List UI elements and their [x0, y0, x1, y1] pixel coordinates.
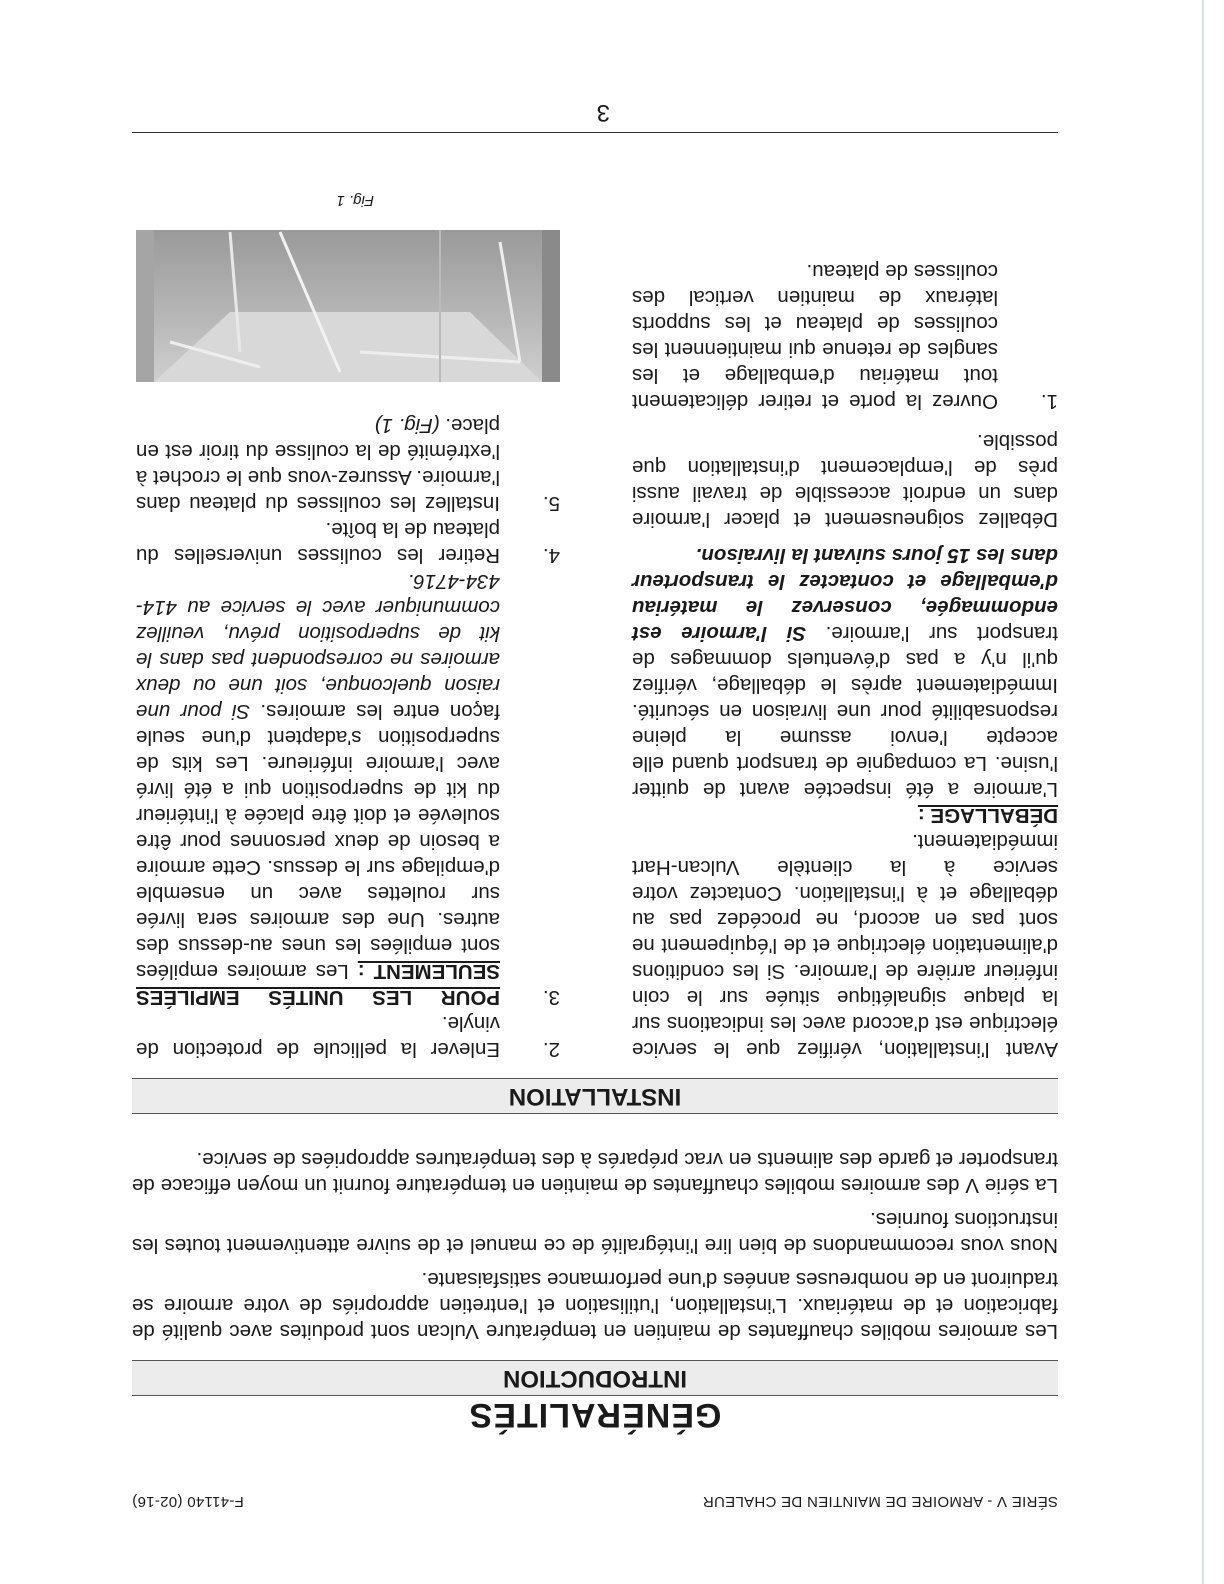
step-number: 1. — [1040, 390, 1058, 413]
figure-reference: (Fig. 1) — [374, 414, 440, 437]
step-body: Les armoires empilées sont empilées les unes au-dessus des autres. Une des armoires sera livrée sur roulettes avec un ensemble d'empilage sur le dessus. Cette armoire a besoin de deux personnes pour être soulevée et doit être placée à l'intérieur du kit de superposition qui a été livré avec l'armoire inférieure. Les kits de superposition s'adaptent d'une seule façon entre les armoires. — [136, 700, 500, 983]
section-heading-installation: INSTALLATION — [132, 1078, 1058, 1114]
damage-warning: Si l'armoire est endommagée, conservez le matériau d'emballage et contactez le transporteur dans les 15 jours suivant la livraison. — [632, 544, 1058, 645]
step-number: 2. — [542, 1038, 560, 1061]
stacked-units-heading: POUR LES UNITÉS EMPILÉES SEULEMENT : — [136, 960, 500, 1009]
tray-slide-photo — [136, 230, 560, 382]
step-text — [136, 412, 500, 516]
install-paragraph-1: Avant l'installation, vérifiez que le service électrique est d'accord avec les indications sur la plaque signalétique située sur le coin inférieur arrière de l'armoire. Si les conditions d'alimentation électrique et de l'équipement ne sont pas en accord, ne procédez pas au déballage et à l'installation. Contactez votre service à la clientèle Vulcan-Hart immédiatement. — [632, 830, 1058, 1061]
right-column — [136, 412, 560, 1062]
step-item — [632, 258, 1058, 414]
step-text — [136, 568, 500, 1010]
step-note: Si pour une raison quelconque, soit une ou deux armoires ne correspondent pas dans le kit de superposition prévu, veuillez communiquer avec le service au 414-434-4716. — [136, 570, 500, 723]
left-column — [632, 258, 1058, 1062]
step-item — [136, 516, 560, 568]
intro-paragraph-2: Nous vous recommandons de bien lire l'intégralité de ce manuel et de suivre attentivement toutes les instructions fournies. — [132, 1208, 1058, 1257]
section-heading-introduction: INTRODUCTION — [132, 1360, 1058, 1396]
step-body: Installez les coulisses du plateau dans l'armoire. Assurez-vous que le crochet à l'extrémité de la coulisse du tiroir est en place. — [136, 414, 500, 515]
step-number: 5. — [542, 492, 560, 515]
page-number: 3 — [596, 99, 610, 126]
unpack-paragraph — [632, 542, 1058, 802]
scan-edge — [1202, 0, 1204, 1584]
step-text: Enlever la pellicule de protection de vinyle. — [136, 1012, 500, 1061]
step-number: 4. — [542, 544, 560, 567]
step-number: 3. — [542, 986, 560, 1009]
intro-paragraph-1: Les armoires mobiles chauffantes de maintien en température Vulcan sont produites avec qualité de fabrication et de matériaux. L'installation, l'utilisation et l'entretien appropriés de votre armoire se traduiront en de nombreuses années d'une performance satisfaisante. — [132, 1268, 1058, 1343]
step-item — [136, 568, 560, 1010]
header-doc-number: F-41140 (02-16) — [132, 1493, 244, 1510]
page-header — [132, 1493, 1058, 1510]
unpack-paragraph-2: Déballez soigneusement et placer l'armoire dans un endroit accessible de travail aussi près de l'emplacement d'installation que possible. — [632, 430, 1058, 531]
unpack-heading: DÉBALLAGE : — [917, 804, 1058, 827]
footer-rule — [132, 132, 1058, 133]
page-title: GÉNÉRALITÉS — [468, 1396, 722, 1434]
header-series: SÉRIE V - ARMOIRE DE MAINTIEN DE CHALEUR — [702, 1493, 1058, 1510]
figure-caption: Fig. 1 — [336, 192, 374, 209]
step-item — [136, 412, 560, 516]
step-item — [136, 1010, 560, 1062]
unpack-text: L'armoire a été inspectée avant de quitter l'usine. La compagnie de transport quand elle accepte l'envoi assume la pleine responsabilité pour une livraison en sécurité. Immédiatement après le déballage, vérifiez qu'il n'y a pas d'éventuels dommages de transport sur l'armoire. — [632, 622, 1058, 801]
step-text: Retirer les coulisses universelles du plateau de la boîte. — [136, 518, 500, 567]
intro-paragraph-3: La série V des armoires mobiles chauffantes de maintien en température fournit un moyen efficace de transporter et garde des aliments en vrac préparés à des températures appropriées de service. — [132, 1148, 1058, 1197]
step-text: Ouvrez la porte et retirer délicatement tout matériau d'emballage et les sangles de retenue qui maintiennent les coulisses de plateau et les supports latéraux de maintien vertical des coulisses de plateau. — [632, 260, 998, 413]
